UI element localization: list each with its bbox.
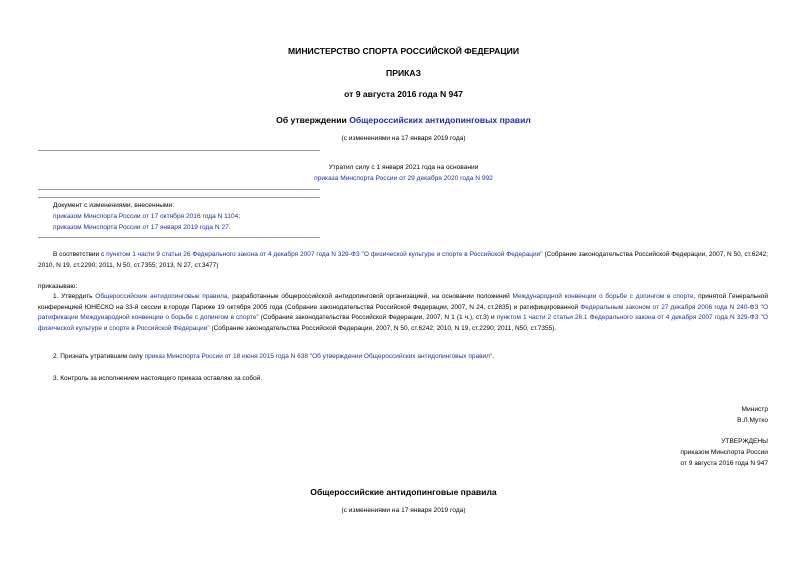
document-type: ПРИКАЗ xyxy=(386,68,421,78)
repealed-order-link[interactable]: приказ Минспорта России от 18 июня 2015 года N 638 "Об утверждении Общероссийских антидопинговых правил" xyxy=(144,353,493,360)
amendment-link[interactable]: приказом Минспорта России от 17 января 2019 года N 27. xyxy=(53,224,231,231)
preamble-law-link[interactable]: пунктом 1 части 9 статьи 26 Федерального закона от 4 декабря 2007 года N 329-ФЗ "О физической культуре и спорте в Российской Федерации" xyxy=(106,251,543,258)
changes-note: (с изменениями на 17 января 2019 года) xyxy=(341,135,466,142)
title-prefix: Об утверждении xyxy=(276,115,350,125)
document-title xyxy=(0,115,807,125)
rules-link[interactable]: Общероссийские антидопинговые правила xyxy=(95,293,228,300)
amendment-link[interactable]: приказом Минспорта России от 17 октября 2016 года N 1104; xyxy=(53,213,241,220)
title-link[interactable]: Общероссийских антидопинговых правил xyxy=(349,115,531,125)
approval-line-1: УТВЕРЖДЕНЫ xyxy=(721,438,768,445)
order-word: приказываю: xyxy=(38,283,78,290)
order-paragraph-1 xyxy=(38,292,768,334)
divider xyxy=(38,150,320,151)
paragraph-text: (Собрание законодательства Российской Федерации, 2007, N 50, ст.6242; 2010, N 19, ст.2290; 2011, N50, ст.7355). xyxy=(209,324,557,332)
preamble-paragraph xyxy=(38,250,768,271)
paragraph-text: , принятой Генеральной конференцией ЮНЕСКО на 33-й сессии в городе Париже 19 октября 2005 года (Собрание законодательства Российской Федерации, 2007, N 24, ст.2835) и ратифицированной xyxy=(38,293,769,311)
sport-law-link[interactable]: пунктом 1 части 2 статьи 26.1 Федерального закона от 4 декабря 2007 года N 329-ФЗ "О физической культуре и спорте в Российской Федерации" xyxy=(38,314,768,332)
divider xyxy=(38,189,320,190)
amendments-intro: Документ с изменениями, внесенными: xyxy=(53,202,175,209)
rules-title: Общероссийские антидопинговые правила xyxy=(310,487,497,497)
divider xyxy=(38,197,320,198)
paragraph-text: 1. Утвердить xyxy=(53,293,96,300)
approval-line-2: приказом Минспорта России xyxy=(680,449,768,456)
divider xyxy=(38,237,320,238)
document-date-number: от 9 августа 2016 года N 947 xyxy=(344,89,463,99)
rules-changes-note: (с изменениями на 17 января 2019 года) xyxy=(341,507,466,514)
convention-link[interactable]: Международной конвенции о борьбе с допингом в спорте xyxy=(512,293,694,300)
lost-force-link[interactable]: приказа Минспорта России от 29 декабря 2020 года N 992 xyxy=(314,175,493,182)
ratification-law-link[interactable]: Федеральным законом от 27 декабря 2006 года N 240-ФЗ "О ратификации Международной конвенции о борьбе с допингом в спорте" xyxy=(38,303,768,322)
order-paragraph-2 xyxy=(38,352,768,363)
paragraph-text: 2. Признать утратившим силу xyxy=(53,353,145,360)
lost-force-text: Утратил силу с 1 января 2021 года на основании xyxy=(328,164,479,171)
paragraph-text: (Собрание законодательства Российской Федерации, 2007, N 1 (1 ч.), ст.3) и xyxy=(258,314,497,322)
signature-name: В.Л.Мутко xyxy=(737,417,768,424)
paragraph-text: , разработанные общероссийской антидопинговой организацией, на основании положений xyxy=(227,293,513,300)
preamble-text: (Собрание законодательства Российской Федерации, 2007, N 50, ст.6242; 2010, N 19, ст.2290; 2011, N 50, ст.7355; 2013, N 27, ст.3477) xyxy=(38,251,769,269)
order-paragraph-3: 3. Контроль за исполнением настоящего приказа оставляю за собой. xyxy=(53,375,263,382)
ministry-name: МИНИСТЕРСТВО СПОРТА РОССИЙСКОЙ ФЕДЕРАЦИИ xyxy=(287,46,519,56)
paragraph-text: . xyxy=(492,353,495,360)
approval-line-3: от 9 августа 2016 года N 947 xyxy=(680,460,768,467)
signature-role: Министр xyxy=(741,406,768,413)
preamble-text: В соответствии с xyxy=(53,251,107,258)
